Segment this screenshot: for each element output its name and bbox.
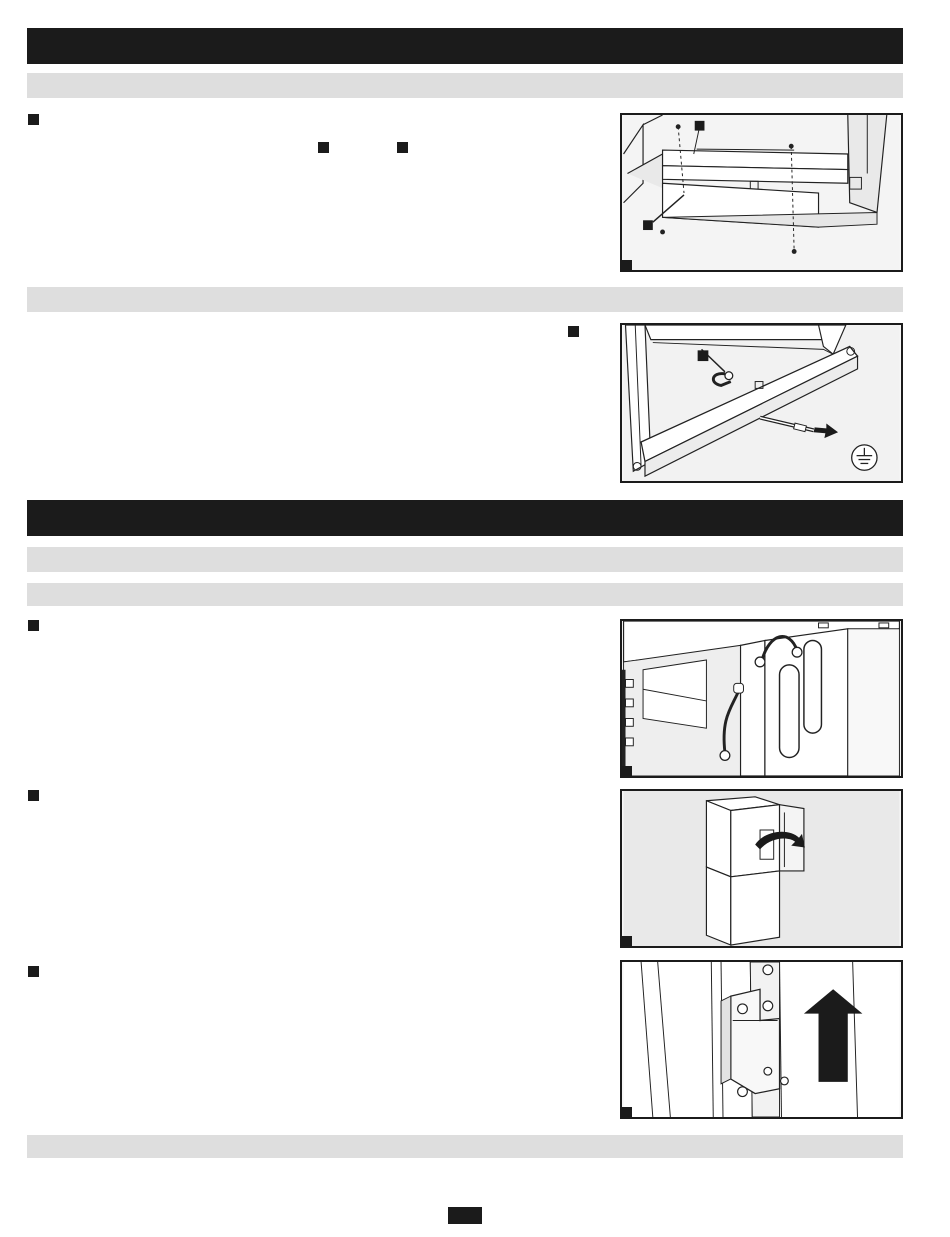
section-header-bar [27, 500, 903, 536]
subsection-header-bar [27, 287, 903, 312]
ground-wire-illustration [622, 325, 901, 481]
figure-ground-wire [620, 323, 903, 483]
figure-hinge-lift [620, 960, 903, 1119]
hinge-lift-illustration [622, 962, 901, 1117]
subsection-header-bar [27, 73, 903, 98]
figure-cabinet-door [620, 789, 903, 948]
page-number [448, 1207, 482, 1224]
cabinet-door-illustration [622, 791, 901, 946]
figure-corner-marker [622, 936, 632, 946]
step-marker [28, 114, 39, 125]
figure-door-ground-cables [620, 619, 903, 778]
ground-symbol-icon [852, 445, 877, 470]
door-ground-cables-illustration [622, 621, 901, 776]
callout-marker [397, 142, 408, 153]
step-marker [28, 966, 39, 977]
subsection-header-bar [27, 1135, 903, 1158]
subsection-header-bar [27, 583, 903, 606]
step-marker [28, 620, 39, 631]
bottom-panel-illustration [622, 115, 901, 270]
figure-corner-marker [622, 1107, 632, 1117]
figure-bottom-panel [620, 113, 903, 272]
section-header-bar [27, 28, 903, 64]
figure-corner-marker [622, 260, 632, 270]
callout-marker [568, 326, 579, 337]
callout-marker [318, 142, 329, 153]
step-marker [28, 790, 39, 801]
subsection-header-bar [27, 547, 903, 572]
figure-corner-marker [622, 766, 632, 776]
